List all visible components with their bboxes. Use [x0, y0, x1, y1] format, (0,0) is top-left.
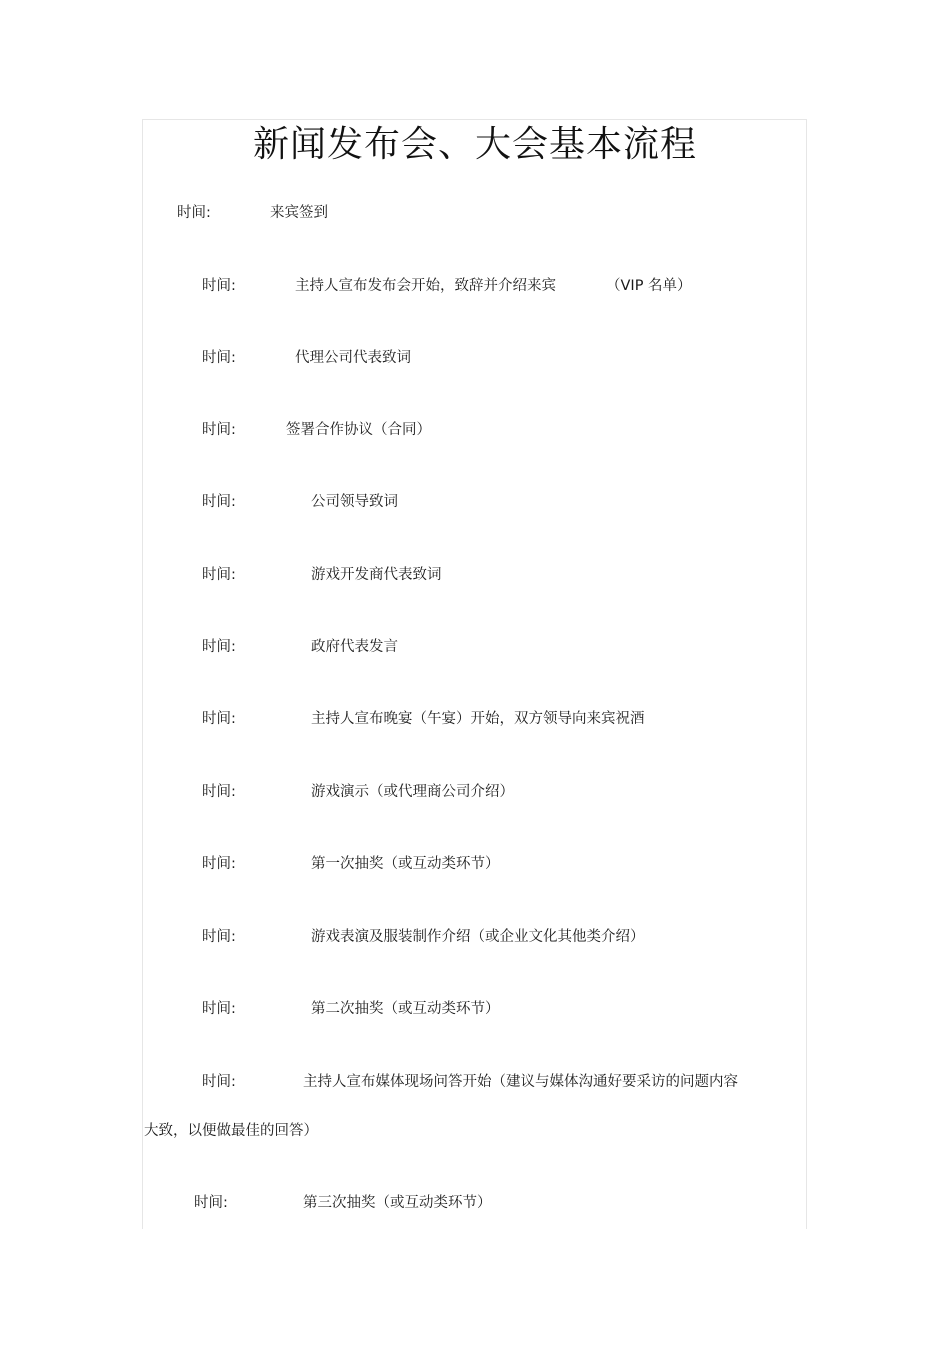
- item-text: 来宾签到: [270, 205, 328, 221]
- item-text: 主持人宣布发布会开始，致辞并介绍来宾: [295, 278, 556, 294]
- time-label: 时间:: [202, 711, 236, 727]
- item-text: 公司领导致词: [311, 494, 398, 510]
- item-text: 第二次抽奖（或互动类环节）: [311, 1001, 500, 1017]
- time-label: 时间:: [202, 784, 236, 800]
- time-label: 时间:: [202, 278, 236, 294]
- time-label: 时间:: [202, 929, 236, 945]
- time-label: 时间:: [202, 856, 236, 872]
- time-label: 时间:: [202, 639, 236, 655]
- item-text: 游戏表演及服装制作介绍（或企业文化其他类介绍）: [311, 929, 645, 945]
- item-text: 第一次抽奖（或互动类环节）: [311, 856, 500, 872]
- item-text: 主持人宣布晚宴（午宴）开始，双方领导向来宾祝酒: [311, 711, 645, 727]
- item-text: 主持人宣布媒体现场问答开始（建议与媒体沟通好要采访的问题内容: [303, 1074, 738, 1090]
- item-text: 政府代表发言: [311, 639, 398, 655]
- time-label: 时间:: [202, 1074, 236, 1090]
- item-text: 第三次抽奖（或互动类环节）: [303, 1195, 492, 1211]
- item-text: 游戏开发商代表致词: [311, 567, 442, 583]
- item-text: 签署合作协议（合同）: [286, 422, 431, 438]
- document-title: 新闻发布会、大会基本流程: [252, 124, 697, 165]
- time-label: 时间:: [202, 567, 236, 583]
- time-label: 时间:: [194, 1195, 228, 1211]
- item-note: （VIP 名单）: [606, 278, 692, 294]
- time-label: 时间:: [202, 494, 236, 510]
- time-label: 时间:: [177, 205, 211, 221]
- item-text: 游戏演示（或代理商公司介绍）: [311, 784, 514, 800]
- time-label: 时间:: [202, 1001, 236, 1017]
- item-text-continuation: 大致，以便做最佳的回答）: [144, 1123, 318, 1139]
- time-label: 时间:: [202, 350, 236, 366]
- item-text: 代理公司代表致词: [295, 350, 411, 366]
- time-label: 时间:: [202, 422, 236, 438]
